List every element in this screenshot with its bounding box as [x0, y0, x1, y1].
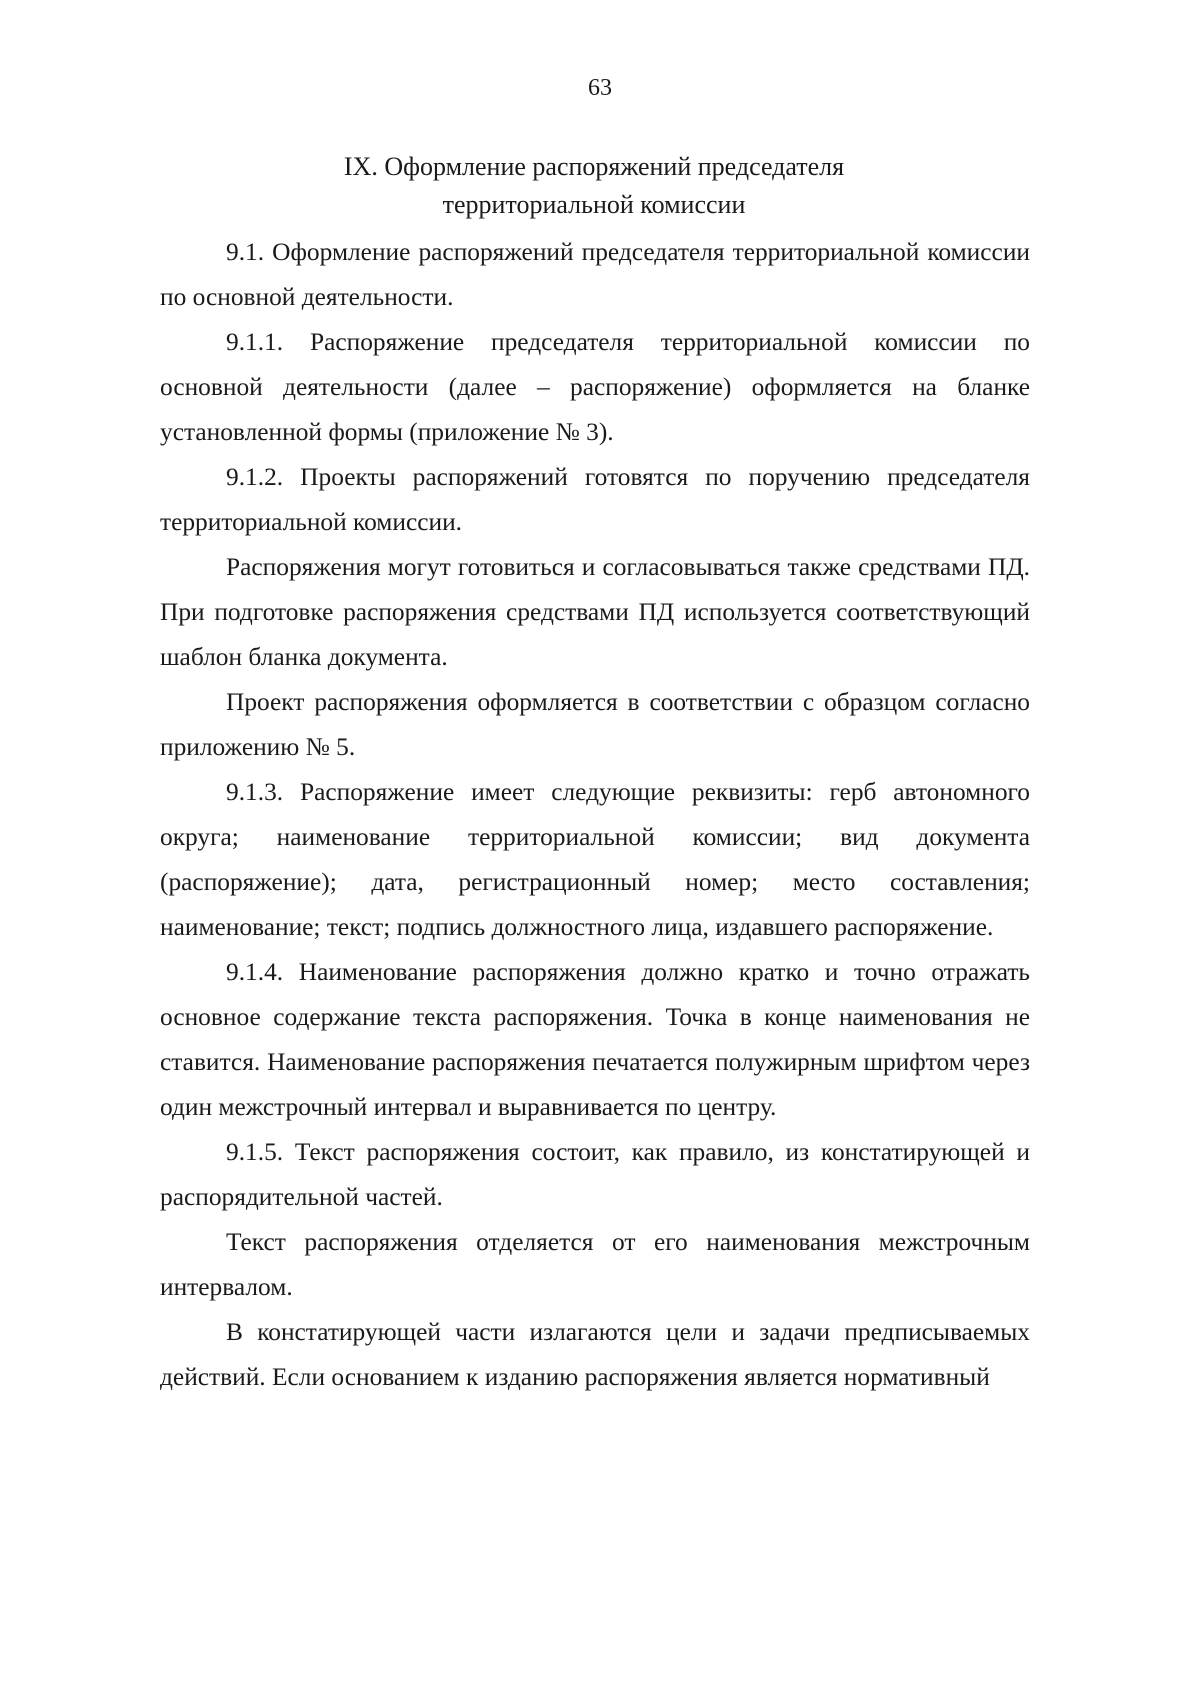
paragraph-9-1-4: 9.1.4. Наименование распоряжения должно кратко и точно отражать основное содержание текста распоряжения. Точка в конце наименования не ставится. Наименование распоряжения печатается полужирным шрифтом через один межстрочный интервал и выравнивается по центру.	[160, 958, 1030, 1121]
paragraph-stating-part: В констатирующей части излагаются цели и задачи предписываемых действий. Если основанием к изданию распоряжения является нормативный	[160, 1318, 1030, 1391]
section-heading-line-1: IX. Оформление распоряжений председателя	[343, 152, 845, 181]
paragraph-9-1-5: 9.1.5. Текст распоряжения состоит, как правило, из констатирующей и распорядительной частей.	[160, 1138, 1030, 1211]
page-number: 63	[588, 75, 612, 101]
section-heading	[160, 148, 1028, 224]
paragraph-text-separation: Текст распоряжения отделяется от его наименования межстрочным интервалом.	[160, 1228, 1030, 1301]
body-text	[160, 230, 1030, 1400]
paragraph-9-1-1: 9.1.1. Распоряжение председателя территориальной комиссии по основной деятельности (далее – распоряжение) оформляется на бланке установленной формы (приложение № 3).	[160, 328, 1030, 446]
paragraph-9-1-2: 9.1.2. Проекты распоряжений готовятся по поручению председателя территориальной комиссии.	[160, 463, 1030, 536]
paragraph-pd-preparation: Распоряжения могут готовиться и согласовываться также средствами ПД. При подготовке распоряжения средствами ПД используется соответствующий шаблон бланка документа.	[160, 553, 1030, 671]
paragraph-9-1-3: 9.1.3. Распоряжение имеет следующие реквизиты: герб автономного округа; наименование территориальной комиссии; вид документа (распоряжение); дата, регистрационный номер; место составления; наименование; текст; подпись должностного лица, издавшего распоряжение.	[160, 778, 1030, 941]
paragraph-9-1: 9.1. Оформление распоряжений председателя территориальной комиссии по основной деятельности.	[160, 238, 1030, 311]
section-heading-line-2: территориальной комиссии	[442, 190, 746, 219]
paragraph-draft-sample: Проект распоряжения оформляется в соответствии с образцом согласно приложению № 5.	[160, 688, 1030, 761]
